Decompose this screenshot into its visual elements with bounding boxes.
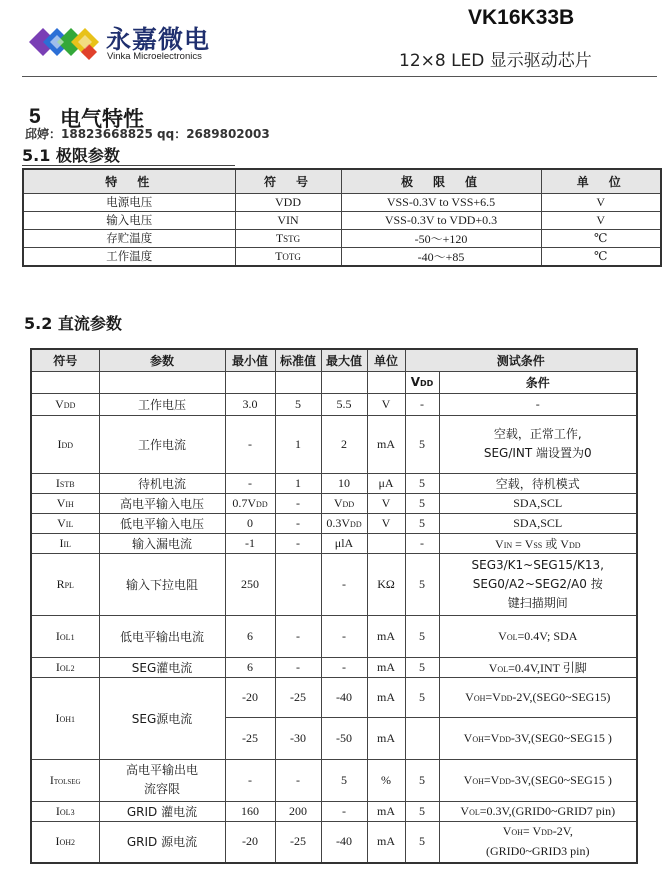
dc-typ: - [275,533,321,553]
symbol-sub: STG [283,233,301,244]
dc-vdd: 5 [405,473,439,493]
dc-min: 6 [225,615,275,657]
dc-typ: 5 [275,393,321,415]
limits-value: -50～+120 [341,229,541,247]
dc-max: - [321,801,367,821]
limits-unit: ℃ [541,229,661,247]
limits-col-unit: 单 位 [541,169,661,193]
limits-col-limit: 极 限 值 [341,169,541,193]
brand-name: 永嘉微电 [106,25,211,54]
dc-param: 高电平输出电 流容限 [99,759,225,801]
dc-param: GRID 灌电流 [99,801,225,821]
dc-cond: VOL=0.4V; SDA [439,615,637,657]
dc-unit: V [367,493,405,513]
dc-min: -25 [225,717,275,759]
section-title: 电气特性 [60,107,144,131]
dc-cond: 空载，正常工作, SEG/INT 端设置为0 [439,415,637,473]
dc-max: - [321,657,367,677]
dc-max: -40 [321,821,367,863]
dc-vdd: 5 [405,677,439,717]
dc-cond: VOL=0.3V,(GRID0~GRID7 pin) [439,801,637,821]
dc-max: - [321,615,367,657]
dc-typ: 1 [275,415,321,473]
dc-vdd: 5 [405,759,439,801]
dc-param: GRID 源电流 [99,821,225,863]
limits-unit: V [541,211,661,229]
dc-cond: SEG3/K1~SEG15/K13, SEG0/A2~SEG2/A0 按 键扫描期间 [439,553,637,615]
dc-unit: mA [367,677,405,717]
dc-typ: - [275,657,321,677]
limits-symbol [235,247,341,266]
dc-col-min: 最小值 [225,349,275,371]
dc-unit: μA [367,473,405,493]
table-row [31,759,637,801]
dc-max: VDD [321,493,367,513]
dc-symbol: ITOLSEG [31,759,99,801]
dc-vdd: - [405,533,439,553]
product-description: 12×8 LED 显示驱动芯片 [399,51,592,71]
dc-cond: VOH= VDD-2V, (GRID0~GRID3 pin) [439,821,637,863]
dc-unit: V [367,393,405,415]
table-row [31,553,637,615]
dc-min: 250 [225,553,275,615]
table-row [31,393,637,415]
dc-min: 0.7VDD [225,493,275,513]
table-row [23,247,661,266]
limits-heading-rule [22,165,235,166]
table-row [31,821,637,863]
dc-max: 5.5 [321,393,367,415]
dc-max: 5 [321,759,367,801]
dc-min: 0 [225,513,275,533]
dc-typ: -25 [275,821,321,863]
dc-param: 待机电流 [99,473,225,493]
dc-min: 6 [225,657,275,677]
limits-unit: ℃ [541,247,661,266]
limits-header-row [23,169,661,193]
table-row [31,615,637,657]
dc-symbol: IOH2 [31,821,99,863]
dc-symbol: IOH1 [31,677,99,759]
dc-typ [275,553,321,615]
brand-subtitle: Vinka Microelectronics [107,51,202,62]
contact-line: 邱婷：18823668825 qq：2689802003 [25,127,270,141]
limits-name: 工作温度 [23,247,235,266]
dc-unit [367,533,405,553]
dc-cond: SDA,SCL [439,513,637,533]
dc-unit: mA [367,821,405,863]
dc-cond: 空载，待机模式 [439,473,637,493]
dc-typ: - [275,615,321,657]
dc-unit: mA [367,415,405,473]
dc-max: -40 [321,677,367,717]
vdd-main: V [410,375,420,389]
dc-symbol: IDD [31,415,99,473]
limits-name: 输入电压 [23,211,235,229]
dc-max: 0.3VDD [321,513,367,533]
dc-symbol: VIH [31,493,99,513]
dc-typ: - [275,759,321,801]
dc-col-cond: 条件 [439,371,637,393]
dc-vdd: 5 [405,553,439,615]
limits-name: 存贮温度 [23,229,235,247]
dc-cond: VOL=0.4V,INT 引脚 [439,657,637,677]
dc-col-unit: 单位 [367,349,405,371]
symbol-sub: OTG [282,251,301,262]
dc-symbol: IOL3 [31,801,99,821]
dc-min: -20 [225,821,275,863]
dc-param: 低电平输入电压 [99,513,225,533]
dc-symbol: VDD [31,393,99,415]
dc-typ: -25 [275,677,321,717]
dc-vdd: 5 [405,657,439,677]
dc-max: 2 [321,415,367,473]
dc-symbol: IIL [31,533,99,553]
dc-min: 160 [225,801,275,821]
dc-param: 输入下拉电阻 [99,553,225,615]
dc-max: -50 [321,717,367,759]
table-row [23,211,661,229]
dc-max: 10 [321,473,367,493]
part-number: VK16K33B [468,6,575,29]
dc-col-typ: 标准值 [275,349,321,371]
dc-param: 工作电流 [99,415,225,473]
table-row [23,193,661,211]
dc-symbol: RPL [31,553,99,615]
dc-subheader-row [31,371,637,393]
dc-vdd: 5 [405,513,439,533]
dc-vdd: 5 [405,415,439,473]
dc-cond: VOH=VDD-2V,(SEG0~SEG15) [439,677,637,717]
dc-unit: V [367,513,405,533]
dc-typ: -30 [275,717,321,759]
table-row [31,801,637,821]
dc-min: -1 [225,533,275,553]
dc-symbol: VIL [31,513,99,533]
dc-vdd: 5 [405,801,439,821]
dc-symbol: IOL2 [31,657,99,677]
symbol-main: T [275,248,283,263]
dc-cond: VIN = VSS 或 VDD [439,533,637,553]
dc-unit: mA [367,801,405,821]
dc-typ: - [275,493,321,513]
dc-col-test: 测试条件 [405,349,637,371]
table-row [31,657,637,677]
dc-param: 低电平输出电流 [99,615,225,657]
table-row [31,533,637,553]
dc-min: - [225,415,275,473]
table-row [31,415,637,473]
limits-unit: V [541,193,661,211]
dc-unit: KΩ [367,553,405,615]
header-divider [22,76,657,77]
dc-col-vdd [405,371,439,393]
dc-param: SEG源电流 [99,677,225,759]
limits-symbol: VIN [235,211,341,229]
limits-symbol: VDD [235,193,341,211]
company-logo [29,22,103,62]
limits-col-characteristic: 特 性 [23,169,235,193]
dc-header-row [31,349,637,371]
symbol-main: T [275,230,284,245]
limits-table [22,168,662,267]
dc-min: 3.0 [225,393,275,415]
dc-vdd: 5 [405,821,439,863]
dc-symbol: ISTB [31,473,99,493]
dc-vdd: 5 [405,615,439,657]
limits-value: VSS-0.3V to VDD+0.3 [341,211,541,229]
dc-unit: mA [367,615,405,657]
dc-col-param: 参数 [99,349,225,371]
dc-col-max: 最大值 [321,349,367,371]
dc-cond: VOH=VDD-3V,(SEG0~SEG15 ) [439,717,637,759]
dc-vdd: - [405,393,439,415]
dc-table [30,348,638,864]
dc-min: -20 [225,677,275,717]
limits-heading: 5.1 极限参数 [22,146,120,165]
table-row [31,493,637,513]
dc-cond: SDA,SCL [439,493,637,513]
dc-heading: 5.2 直流参数 [24,314,122,333]
limits-symbol [235,229,341,247]
dc-vdd: 5 [405,493,439,513]
section-number: 5 [29,105,41,128]
dc-cond: - [439,393,637,415]
dc-symbol: IOL1 [31,615,99,657]
table-row [31,513,637,533]
dc-max: - [321,553,367,615]
table-row [23,229,661,247]
dc-min: - [225,759,275,801]
limits-col-symbol: 符 号 [235,169,341,193]
limits-name: 电源电压 [23,193,235,211]
dc-max: μlA [321,533,367,553]
dc-col-symbol: 符号 [31,349,99,371]
dc-vdd [405,717,439,759]
dc-min: - [225,473,275,493]
dc-unit: mA [367,657,405,677]
limits-value: -40～+85 [341,247,541,266]
dc-param: 高电平输入电压 [99,493,225,513]
dc-param: 输入漏电流 [99,533,225,553]
dc-cond: VOH=VDD-3V,(SEG0~SEG15 ) [439,759,637,801]
dc-typ: 1 [275,473,321,493]
dc-unit: mA [367,717,405,759]
limits-value: VSS-0.3V to VSS+6.5 [341,193,541,211]
dc-param: SEG灌电流 [99,657,225,677]
dc-typ: 200 [275,801,321,821]
table-row [31,677,637,717]
dc-unit: % [367,759,405,801]
table-row [31,473,637,493]
dc-typ: - [275,513,321,533]
vdd-sub: DD [420,379,434,388]
dc-param: 工作电压 [99,393,225,415]
